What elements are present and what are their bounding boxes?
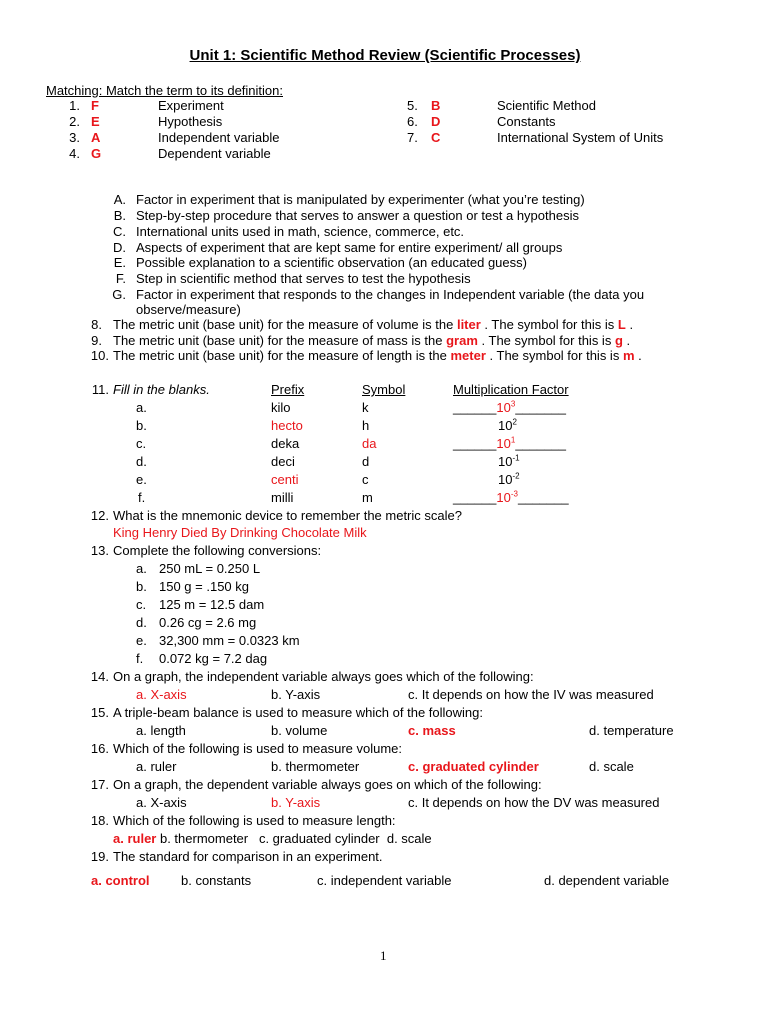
option-a: a. ruler	[136, 759, 177, 774]
matching-term: International System of Units	[497, 130, 664, 145]
matching-heading: Matching: Match the term to its definition:	[46, 83, 283, 98]
item-number: 3.	[69, 130, 80, 145]
definition-text: Step-by-step procedure that serves to answer a question or test a hypothesis	[136, 208, 579, 223]
answer: m	[622, 348, 635, 363]
question-number: 10.	[90, 348, 109, 363]
prefix-cell: kilo	[271, 400, 291, 415]
row-letter: d.	[136, 454, 147, 469]
option-a: a. X-axis	[136, 795, 187, 810]
symbol-cell: d	[362, 454, 370, 469]
question-number: 8.	[91, 317, 102, 332]
matching-term: Hypothesis	[158, 114, 223, 129]
question-number: 15.	[90, 705, 109, 720]
question-number: 14.	[90, 669, 109, 684]
item-number: 4.	[69, 146, 80, 161]
answer-letter: C	[431, 130, 441, 145]
question-number: 11.	[91, 382, 109, 397]
definition-text: International units used in math, science, commerce, etc.	[136, 224, 465, 239]
row-letter: a.	[136, 400, 147, 415]
question-number: 18.	[90, 813, 109, 828]
answer: King Henry Died By Drinking Chocolate Milk	[113, 525, 367, 540]
answer: L	[617, 317, 626, 332]
answer-options	[113, 831, 432, 847]
answer: meter	[450, 348, 486, 363]
conversion-letter: b.	[136, 579, 147, 594]
prefix-cell: deka	[271, 436, 300, 451]
row-letter: e.	[136, 472, 147, 487]
option-c: c. mass	[408, 723, 456, 738]
conversion-text: 32,300 mm = 0.0323 km	[159, 633, 300, 648]
question-number: 9.	[91, 333, 102, 348]
definition-letter: C.	[113, 224, 126, 239]
other-options: b. thermometer c. graduated cylinder d. scale	[156, 831, 432, 846]
conversion-text: 150 g = .150 kg	[159, 579, 249, 594]
question-text: The metric unit (base unit) for the measure of volume is the liter . The symbol for this is L .	[113, 317, 634, 332]
symbol-cell: h	[362, 418, 370, 433]
prefix-cell: centi	[271, 472, 299, 487]
option-a: a. X-axis	[136, 687, 187, 702]
symbol-cell: da	[362, 436, 377, 451]
definition-text: Aspects of experiment that are kept same for entire experiment/ all groups	[136, 240, 563, 255]
option-a: a. length	[136, 723, 186, 738]
column-header-symbol: Symbol	[362, 382, 406, 397]
answer-letter: B	[431, 98, 441, 113]
answer: gram	[446, 333, 478, 348]
conversion-text: 125 m = 12.5 dam	[159, 597, 265, 612]
question-text: What is the mnemonic device to remember the metric scale?	[113, 508, 462, 523]
question-text: The standard for comparison in an experiment.	[113, 849, 383, 864]
answer-letter: F	[91, 98, 99, 113]
symbol-cell: c	[362, 472, 369, 487]
definition-text: Factor in experiment that is manipulated by experimenter (what you’re testing)	[136, 192, 585, 207]
definition-letter: G.	[112, 287, 126, 302]
question-number: 13.	[90, 543, 109, 558]
option-d: d. dependent variable	[544, 873, 670, 888]
matching-term: Constants	[497, 114, 556, 129]
column-header-prefix: Prefix	[271, 382, 305, 397]
conversion-letter: d.	[136, 615, 147, 630]
item-number: 1.	[69, 98, 80, 113]
matching-term: Scientific Method	[497, 98, 596, 113]
definition-letter: D.	[113, 240, 126, 255]
item-number: 5.	[407, 98, 418, 113]
definition-letter: F.	[115, 271, 126, 286]
answer-letter: G	[91, 146, 102, 161]
answer-letter: D	[431, 114, 441, 129]
question-number: 19.	[90, 849, 109, 864]
option-c: c. independent variable	[317, 873, 452, 888]
prefix-cell: milli	[271, 490, 294, 505]
definition-letter: B.	[113, 208, 126, 223]
conversion-letter: c.	[136, 597, 147, 612]
definition-text: Step in scientific method that serves to test the hypothesis	[136, 271, 471, 286]
question-label: Fill in the blanks.	[113, 382, 210, 397]
definition-letter: E.	[113, 255, 126, 270]
question-number: 16.	[90, 741, 109, 756]
page-title: Unit 1: Scientific Method Review (Scientific Processes)	[189, 47, 581, 64]
row-letter: c.	[136, 436, 147, 451]
question-number: 17.	[90, 777, 109, 792]
row-letter: f.	[138, 490, 146, 505]
option-a: a. ruler	[113, 831, 157, 846]
factor-cell: $\_\_\_\_\_\_10^3\_\_\_\_\_\_\_$	[453, 399, 566, 415]
question-text: The metric unit (base unit) for the measure of mass is the gram . The symbol for this is g .	[113, 333, 631, 348]
factor-cell: $10^{-1}$	[498, 453, 520, 469]
option-d: d. scale	[589, 759, 634, 774]
answer-letter: E	[91, 114, 100, 129]
option-b: b. volume	[271, 723, 328, 738]
question-text: A triple-beam balance is used to measure which of the following:	[113, 705, 483, 720]
factor-cell: $\_\_\_\_\_\_10^1\_\_\_\_\_\_\_$	[453, 435, 566, 451]
conversion-letter: a.	[136, 561, 147, 576]
symbol-cell: k	[362, 400, 369, 415]
item-number: 6.	[407, 114, 418, 129]
answer: liter	[456, 317, 481, 332]
question-text: On a graph, the independent variable always goes which of the following:	[113, 669, 534, 684]
conversion-letter: f.	[136, 651, 144, 666]
option-d: d. temperature	[589, 723, 674, 738]
option-b: b. Y-axis	[271, 687, 321, 702]
prefix-cell: deci	[271, 454, 295, 469]
matching-term: Independent variable	[158, 130, 280, 145]
question-text: The metric unit (base unit) for the measure of length is the meter . The symbol for this is m .	[113, 348, 642, 363]
definition-letter: A.	[113, 192, 126, 207]
option-b: b. constants	[181, 873, 252, 888]
prefix-cell: hecto	[271, 418, 303, 433]
definition-text: Possible explanation to a scientific observation (an educated guess)	[136, 255, 527, 270]
matching-term: Experiment	[158, 98, 224, 113]
option-c: c. It depends on how the IV was measured	[408, 687, 654, 702]
question-text: Which of the following is used to measure length:	[113, 813, 396, 828]
definition-text: Factor in experiment that responds to the changes in Independent variable (the data you	[136, 287, 645, 302]
conversion-text: 0.26 cg = 2.6 mg	[159, 615, 257, 630]
option-b: b. Y-axis	[271, 795, 321, 810]
conversion-letter: e.	[136, 633, 147, 648]
item-number: 2.	[69, 114, 80, 129]
conversion-text: 250 mL = 0.250 L	[159, 561, 261, 576]
answer: g	[614, 333, 623, 348]
page-number: 1	[380, 948, 387, 963]
factor-cell: $\_\_\_\_\_\_10^{-3}\_\_\_\_\_\_\_$	[453, 489, 569, 505]
option-a: a. control	[91, 873, 150, 888]
question-text: Complete the following conversions:	[113, 543, 322, 558]
option-c: c. It depends on how the DV was measured	[408, 795, 660, 810]
factor-cell: $10^{-2}$	[498, 471, 520, 487]
row-letter: b.	[136, 418, 147, 433]
answer-letter: A	[91, 130, 101, 145]
matching-term: Dependent variable	[158, 146, 271, 161]
symbol-cell: m	[362, 490, 373, 505]
question-number: 12.	[90, 508, 109, 523]
item-number: 7.	[407, 130, 418, 145]
column-header-factor: Multiplication Factor	[453, 382, 569, 397]
question-text: Which of the following is used to measure volume:	[113, 741, 403, 756]
question-text: On a graph, the dependent variable always goes on which of the following:	[113, 777, 542, 792]
definition-text-continued: observe/measure)	[136, 302, 241, 317]
option-b: b. thermometer	[271, 759, 360, 774]
option-c: c. graduated cylinder	[408, 759, 539, 774]
conversion-text: 0.072 kg = 7.2 dag	[159, 651, 268, 666]
factor-cell: $10^2$	[498, 417, 517, 433]
